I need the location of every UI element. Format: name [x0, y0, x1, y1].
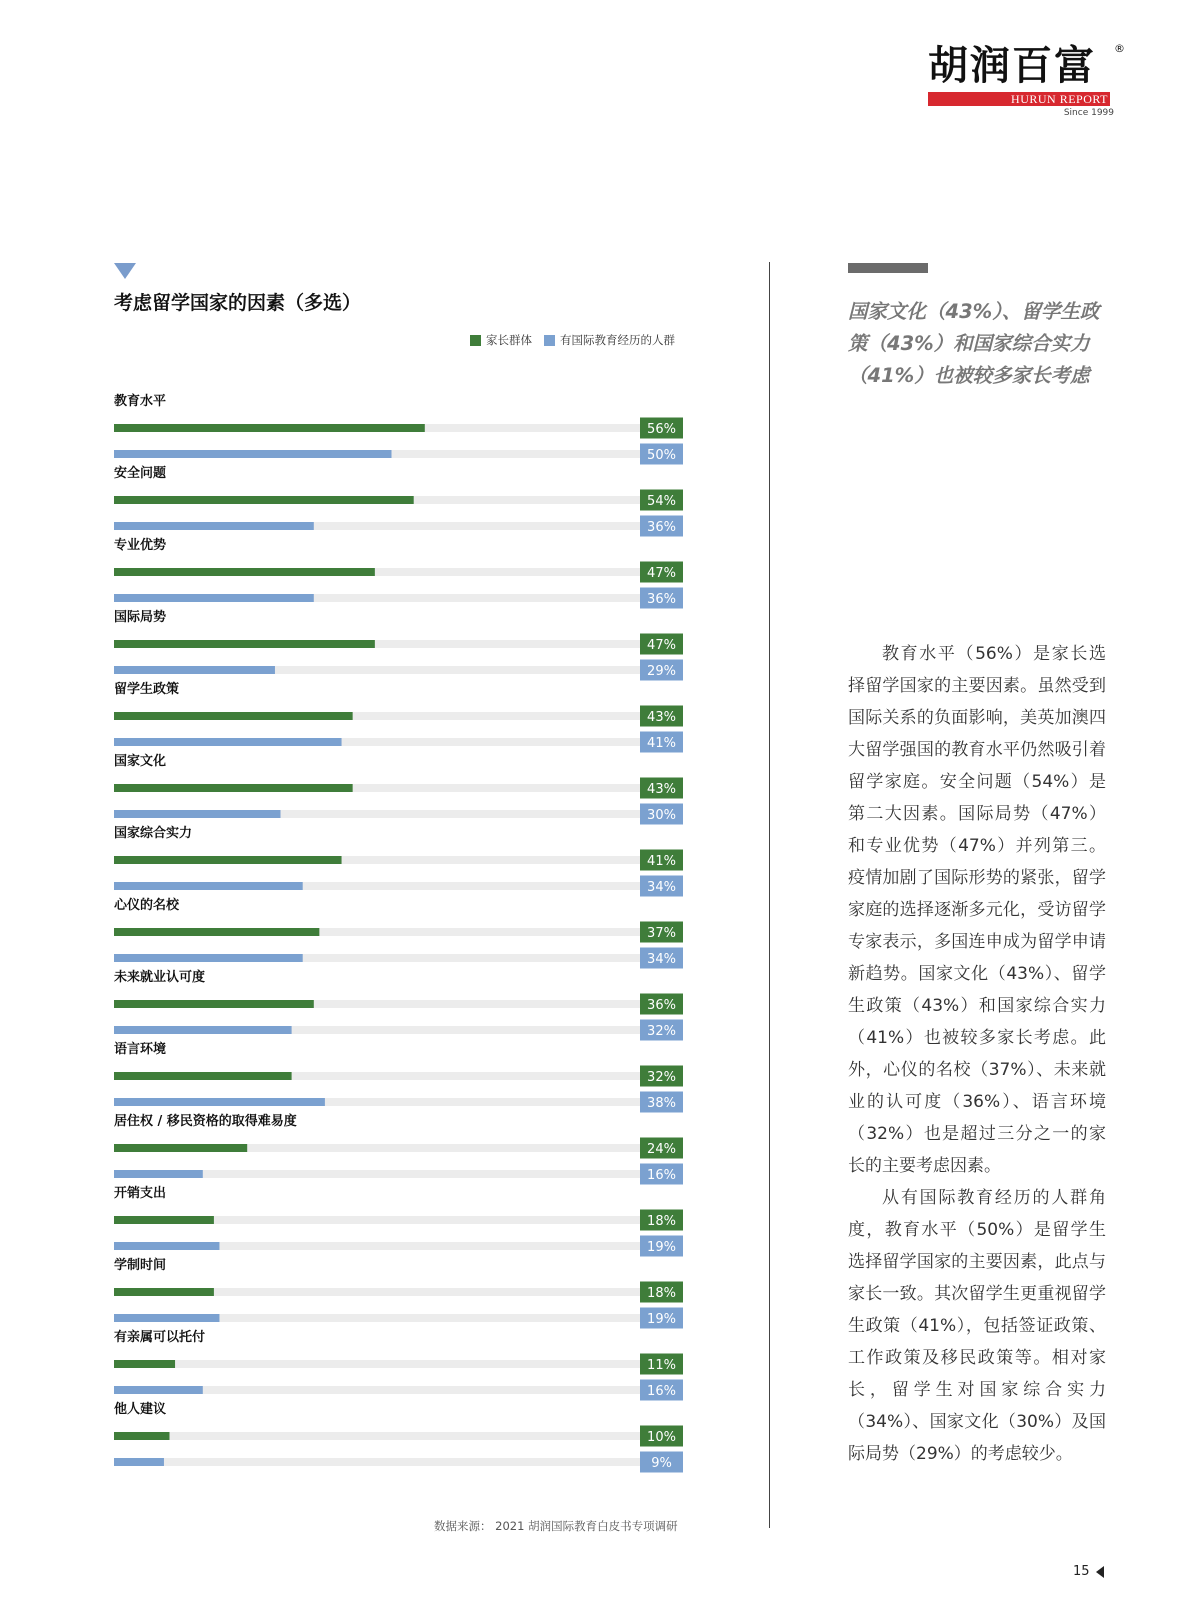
bar-intl: [114, 522, 314, 530]
bar-intl: [114, 1026, 292, 1034]
legend-label-parents: 家长群体: [486, 333, 532, 347]
value-label: 19%: [647, 1312, 676, 1327]
data-source: 数据来源： 2021 胡润国际教育白皮书专项调研: [434, 1519, 678, 1533]
logo-english-text: HURUN REPORT: [1011, 92, 1108, 106]
value-label: 38%: [647, 1096, 676, 1111]
value-label: 47%: [647, 566, 676, 581]
bar-parents: [114, 712, 353, 720]
value-label: 43%: [647, 710, 676, 725]
bar-parents: [114, 1432, 170, 1440]
category-label: 留学生政策: [114, 682, 180, 697]
value-label: 18%: [647, 1286, 676, 1301]
section-triangle-icon: [114, 263, 136, 279]
category-label: 有亲属可以托付: [114, 1330, 206, 1345]
legend-swatch-parents: [470, 335, 481, 346]
value-label: 56%: [647, 422, 676, 437]
value-label: 34%: [647, 880, 676, 895]
hurun-logo: [928, 42, 1125, 122]
logo-chinese-text: 胡润百富: [928, 43, 1096, 89]
value-label: 24%: [647, 1142, 676, 1157]
page-number-text: 15: [1073, 1564, 1090, 1579]
body-paragraph-2: 从有国际教育经历的人群角度，教育水平（50%）是留学生选择留学国家的主要因素，此点与家长一致。其次留学生更重视留学生政策（41%），包括签证政策、工作政策及移民政策等。相对家长，留学生对国家综合实力（34%）、国家文化（30%）及国际局势（29%）的考虑较少。: [848, 1188, 1106, 1464]
bar-intl: [114, 1170, 203, 1178]
category-label: 他人建议: [114, 1402, 167, 1417]
bar-intl: [114, 1098, 325, 1106]
bar-intl: [114, 738, 342, 746]
value-label: 36%: [647, 520, 676, 535]
value-label: 9%: [651, 1456, 672, 1471]
category-label: 学制时间: [114, 1258, 167, 1273]
legend-swatch-intl: [544, 335, 555, 346]
value-label: 36%: [647, 998, 676, 1013]
value-label: 43%: [647, 782, 676, 797]
value-label: 16%: [647, 1384, 676, 1399]
pull-quote: 国家文化（43%）、留学生政策（43%）和国家综合实力（41%）也被较多家长考虑: [848, 300, 1100, 387]
value-label: 41%: [647, 854, 676, 869]
column-divider: [769, 262, 770, 1528]
bar-intl: [114, 954, 303, 962]
value-label: 34%: [647, 952, 676, 967]
logo-red-bar: [928, 92, 1110, 106]
bar-parents: [114, 1000, 314, 1008]
category-label: 居住权 / 移民资格的取得难易度: [114, 1114, 297, 1129]
bar-parents: [114, 568, 375, 576]
bar-parents: [114, 1288, 214, 1296]
body-text: [848, 638, 1106, 1470]
value-label: 54%: [647, 494, 676, 509]
category-label: 安全问题: [114, 466, 167, 481]
bar-intl: [114, 666, 275, 674]
value-label: 18%: [647, 1214, 676, 1229]
bar-parents: [114, 1216, 214, 1224]
value-label: 32%: [647, 1024, 676, 1039]
bar-intl: [114, 1242, 219, 1250]
bar-intl: [114, 810, 281, 818]
body-paragraph-1: 教育水平（56%）是家长选择留学国家的主要因素。虽然受到国际关系的负面影响，美英加澳四大留学强国的教育水平仍然吸引着留学家庭。安全问题（54%）是第二大因素。国际局势（47%）和专业优势（47%）并列第三。疫情加剧了国际形势的紧张，留学家庭的选择逐渐多元化，受访留学专家表示，多国连申成为留学申请新趋势。国家文化（43%）、留学生政策（43%）和国家综合实力（41%）也被较多家长考虑。此外，心仪的名校（37%）、未来就业的认可度（36%）、语言环境（32%）也是超过三分之一的家长的主要考虑因素。: [848, 644, 1106, 1176]
value-label: 41%: [647, 736, 676, 751]
category-label: 专业优势: [114, 538, 167, 553]
bar-parents: [114, 1360, 175, 1368]
category-label: 国际局势: [114, 610, 167, 625]
bar-intl: [114, 1458, 164, 1466]
value-label: 50%: [647, 448, 676, 463]
bar-intl: [114, 1314, 219, 1322]
bar-parents: [114, 640, 375, 648]
page-arrow-icon: [1096, 1566, 1104, 1578]
bar-track: [114, 1458, 683, 1466]
bar-parents: [114, 928, 319, 936]
category-label: 国家文化: [114, 754, 167, 769]
legend-label-intl: 有国际教育经历的人群: [560, 333, 675, 347]
value-label: 36%: [647, 592, 676, 607]
chart-legend: [470, 332, 687, 348]
value-label: 19%: [647, 1240, 676, 1255]
registered-mark: ®: [1114, 42, 1125, 55]
category-label: 国家综合实力: [114, 826, 193, 841]
bar-track: [114, 1360, 683, 1368]
value-label: 16%: [647, 1168, 676, 1183]
category-label: 未来就业认可度: [114, 970, 206, 985]
bar-parents: [114, 856, 342, 864]
legend-item-intl: [544, 332, 675, 348]
category-label: 心仪的名校: [114, 898, 180, 913]
value-label: 29%: [647, 664, 676, 679]
bar-intl: [114, 882, 303, 890]
bar-intl: [114, 594, 314, 602]
value-label: 30%: [647, 808, 676, 823]
bar-chart: [0, 390, 700, 1471]
logo-since: Since 1999: [1063, 108, 1114, 118]
page-number: [1073, 1564, 1104, 1579]
value-label: 37%: [647, 926, 676, 941]
category-label: 语言环境: [114, 1042, 167, 1057]
bar-intl: [114, 450, 392, 458]
chart-title: 考虑留学国家的因素（多选）: [114, 292, 362, 314]
bar-intl: [114, 1386, 203, 1394]
bar-parents: [114, 1144, 247, 1152]
bar-parents: [114, 1072, 292, 1080]
bar-track: [114, 1432, 683, 1440]
value-label: 32%: [647, 1070, 676, 1085]
legend-item-parents: [470, 332, 532, 348]
bar-parents: [114, 784, 353, 792]
category-label: 开销支出: [114, 1186, 167, 1201]
quote-accent-bar: [848, 263, 928, 273]
category-label: 教育水平: [114, 394, 167, 409]
value-label: 11%: [647, 1358, 676, 1373]
value-label: 47%: [647, 638, 676, 653]
bar-parents: [114, 496, 414, 504]
bar-parents: [114, 424, 425, 432]
value-label: 10%: [647, 1430, 676, 1445]
